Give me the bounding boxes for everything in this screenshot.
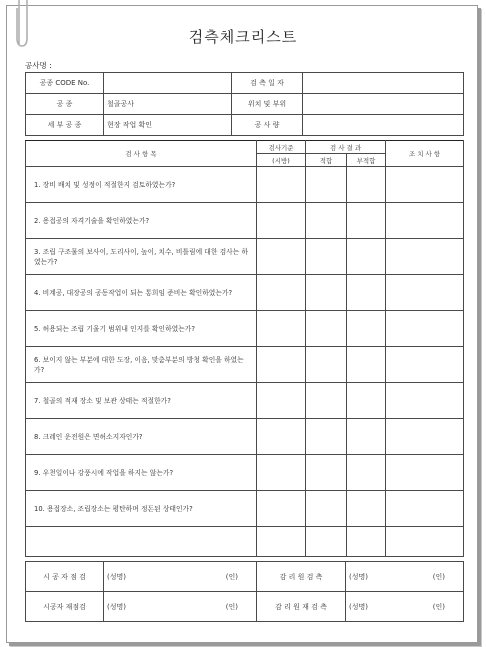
- name-field[interactable]: (성명): [346, 592, 394, 622]
- header-row: [26, 73, 464, 94]
- header-info-table: [25, 72, 464, 136]
- col-header-ng: 부적합: [347, 154, 386, 167]
- col-header-standard: 검사기준: [257, 141, 306, 154]
- table-row: [26, 275, 464, 311]
- blank-cell[interactable]: [26, 527, 257, 557]
- action-cell[interactable]: [386, 275, 464, 311]
- check-item: 7. 철골의 적재 장소 및 보관 상태는 적절한가?: [26, 383, 257, 419]
- seal-field[interactable]: (인): [169, 592, 257, 622]
- header-value[interactable]: 현장 작업 확인: [104, 115, 232, 136]
- table-row: [26, 347, 464, 383]
- check-item: 3. 조립 구조물의 보사이, 도리사이, 높이, 치수, 비틀림에 대한 검사는 하였는가?: [26, 239, 257, 275]
- name-field[interactable]: (성명): [346, 562, 394, 592]
- header-row: [26, 115, 464, 136]
- project-name-label: 공사명 :: [25, 61, 52, 70]
- table-row: [26, 455, 464, 491]
- blank-cell[interactable]: [257, 527, 306, 557]
- header-key: 공 종: [26, 94, 104, 115]
- table-row-blank: [26, 527, 464, 557]
- standard-cell[interactable]: [257, 383, 306, 419]
- ok-cell[interactable]: [306, 239, 347, 275]
- supervisor-label: 감 리 원 검 측: [257, 562, 346, 592]
- ng-cell[interactable]: [347, 311, 386, 347]
- standard-cell[interactable]: [257, 167, 306, 203]
- seal-field[interactable]: (인): [394, 592, 464, 622]
- standard-cell[interactable]: [257, 455, 306, 491]
- action-cell[interactable]: [386, 239, 464, 275]
- signature-table: [25, 561, 464, 622]
- ng-cell[interactable]: [347, 203, 386, 239]
- table-row: [26, 203, 464, 239]
- ok-cell[interactable]: [306, 455, 347, 491]
- col-header-ok: 적합: [306, 154, 347, 167]
- standard-cell[interactable]: [257, 311, 306, 347]
- blank-cell[interactable]: [386, 527, 464, 557]
- header-key: 공 사 량: [232, 115, 303, 136]
- check-item: 1. 장비 배치 및 성정이 적절한지 검토하였는가?: [26, 167, 257, 203]
- check-item: 4. 비계공, 대장공의 공동작업이 되는 통희임 준비는 확인하였는가?: [26, 275, 257, 311]
- col-header-action: 조 치 사 항: [386, 141, 464, 167]
- col-header-item: 검 사 항 목: [26, 141, 257, 167]
- check-item: 8. 크레인 운전원은 면허소지자인가?: [26, 419, 257, 455]
- blank-cell[interactable]: [306, 527, 347, 557]
- action-cell[interactable]: [386, 311, 464, 347]
- table-row: [26, 311, 464, 347]
- header-value[interactable]: [303, 94, 464, 115]
- ok-cell[interactable]: [306, 275, 347, 311]
- signature-row: [26, 562, 464, 592]
- inspection-checklist-table: [25, 140, 464, 557]
- table-header-row: [26, 141, 464, 154]
- ok-cell[interactable]: [306, 383, 347, 419]
- header-value[interactable]: [303, 73, 464, 94]
- action-cell[interactable]: [386, 347, 464, 383]
- ok-cell[interactable]: [306, 311, 347, 347]
- header-value[interactable]: 철골공사: [104, 94, 232, 115]
- check-item: 2. 용접공의 자격기술을 확인하였는가?: [26, 203, 257, 239]
- check-item: 6. 보이지 않는 부분에 대한 도장, 이음, 맞춤부분의 방청 확인을 하였는가?: [26, 347, 257, 383]
- header-key: 세 부 공 종: [26, 115, 104, 136]
- ng-cell[interactable]: [347, 347, 386, 383]
- header-value[interactable]: [104, 73, 232, 94]
- standard-cell[interactable]: [257, 275, 306, 311]
- ok-cell[interactable]: [306, 167, 347, 203]
- action-cell[interactable]: [386, 203, 464, 239]
- blank-cell[interactable]: [347, 527, 386, 557]
- ng-cell[interactable]: [347, 239, 386, 275]
- action-cell[interactable]: [386, 419, 464, 455]
- action-cell[interactable]: [386, 491, 464, 527]
- action-cell[interactable]: [386, 167, 464, 203]
- table-row: [26, 167, 464, 203]
- ng-cell[interactable]: [347, 419, 386, 455]
- supervisor-label: 감 리 원 재 검 측: [257, 592, 346, 622]
- standard-cell[interactable]: [257, 239, 306, 275]
- header-row: [26, 94, 464, 115]
- header-value[interactable]: [303, 115, 464, 136]
- name-field[interactable]: (성명): [104, 562, 169, 592]
- standard-cell[interactable]: [257, 347, 306, 383]
- action-cell[interactable]: [386, 455, 464, 491]
- page-title: 검측체크리스트: [188, 28, 298, 46]
- standard-cell[interactable]: [257, 419, 306, 455]
- action-cell[interactable]: [386, 383, 464, 419]
- ok-cell[interactable]: [306, 347, 347, 383]
- table-row: [26, 383, 464, 419]
- ng-cell[interactable]: [347, 275, 386, 311]
- ng-cell[interactable]: [347, 455, 386, 491]
- seal-field[interactable]: (인): [394, 562, 464, 592]
- check-item: 9. 우천일이나 강풍시에 작업을 하지는 않는가?: [26, 455, 257, 491]
- header-key: 공종 CODE No.: [26, 73, 104, 94]
- table-row: [26, 239, 464, 275]
- header-key: 위치 및 부위: [232, 94, 303, 115]
- signer-label: 시공자 재점검: [26, 592, 104, 622]
- col-header-standard-sub: (시방): [257, 154, 306, 167]
- col-header-result: 검 사 결 과: [306, 141, 386, 154]
- ok-cell[interactable]: [306, 419, 347, 455]
- table-row: [26, 419, 464, 455]
- ok-cell[interactable]: [306, 491, 347, 527]
- header-key: 검 측 일 자: [232, 73, 303, 94]
- signature-row: [26, 592, 464, 622]
- standard-cell[interactable]: [257, 491, 306, 527]
- ok-cell[interactable]: [306, 203, 347, 239]
- ng-cell[interactable]: [347, 167, 386, 203]
- ng-cell[interactable]: [347, 491, 386, 527]
- table-row: [26, 491, 464, 527]
- name-field[interactable]: (성명): [104, 592, 169, 622]
- check-item: 10. 용접장소, 조립장소는 평탄하며 정돈된 상태인가?: [26, 491, 257, 527]
- check-item: 5. 허용되는 조립 기울기 범위내 인지를 확인하였는가?: [26, 311, 257, 347]
- ng-cell[interactable]: [347, 383, 386, 419]
- signer-label: 시 공 자 점 검: [26, 562, 104, 592]
- seal-field[interactable]: (인): [169, 562, 257, 592]
- standard-cell[interactable]: [257, 203, 306, 239]
